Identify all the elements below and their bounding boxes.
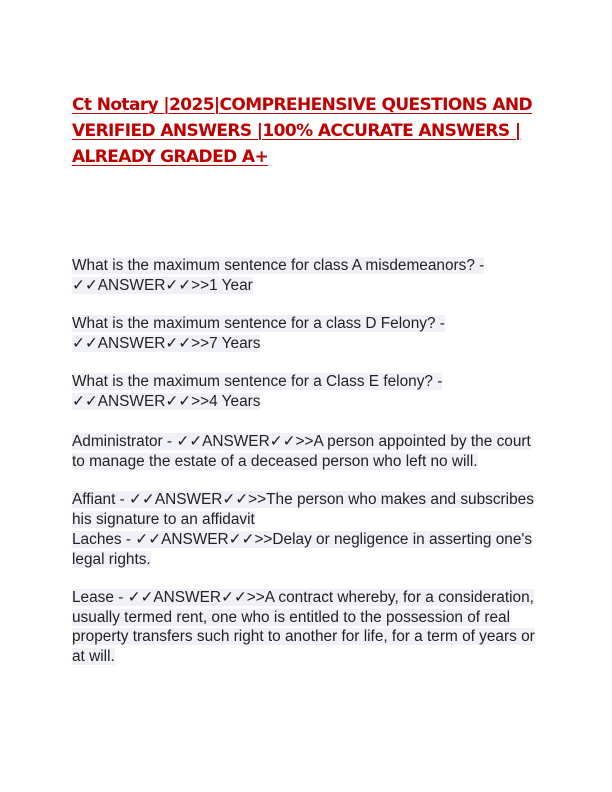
qa-item-text: What is the maximum sentence for a Class E felony? - ✓✓ANSWER✓✓>>4 Years <box>72 373 443 410</box>
qa-item <box>72 256 542 295</box>
qa-item <box>72 314 542 353</box>
qa-item <box>72 372 542 411</box>
qa-item <box>72 490 542 529</box>
qa-item <box>72 588 542 666</box>
document-title: Ct Notary |2025|COMPREHENSIVE QUESTIONS AND VERIFIED ANSWERS |100% ACCURATE ANSWERS | ALREADY GRADED A+ <box>72 95 533 167</box>
qa-item-text: Affiant - ✓✓ANSWER✓✓>>The person who makes and subscribes his signature to an affidavit <box>72 491 534 528</box>
qa-item-text: Administrator - ✓✓ANSWER✓✓>>A person appointed by the court to manage the estate of a deceased person who left no will. <box>72 433 531 470</box>
qa-item-text: Lease - ✓✓ANSWER✓✓>>A contract whereby, for a consideration, usually termed rent, one who is entitled to the possession of real property transfers such right to another for life, for a term of years or at will. <box>72 589 535 665</box>
qa-item <box>72 530 542 569</box>
qa-item-text: Laches - ✓✓ANSWER✓✓>>Delay or negligence in asserting one's legal rights. <box>72 531 533 568</box>
qa-item-text: What is the maximum sentence for a class D Felony? - ✓✓ANSWER✓✓>>7 Years <box>72 315 445 352</box>
qa-item-text: What is the maximum sentence for class A misdemeanors? - ✓✓ANSWER✓✓>>1 Year <box>72 257 485 294</box>
qa-item <box>72 432 542 471</box>
